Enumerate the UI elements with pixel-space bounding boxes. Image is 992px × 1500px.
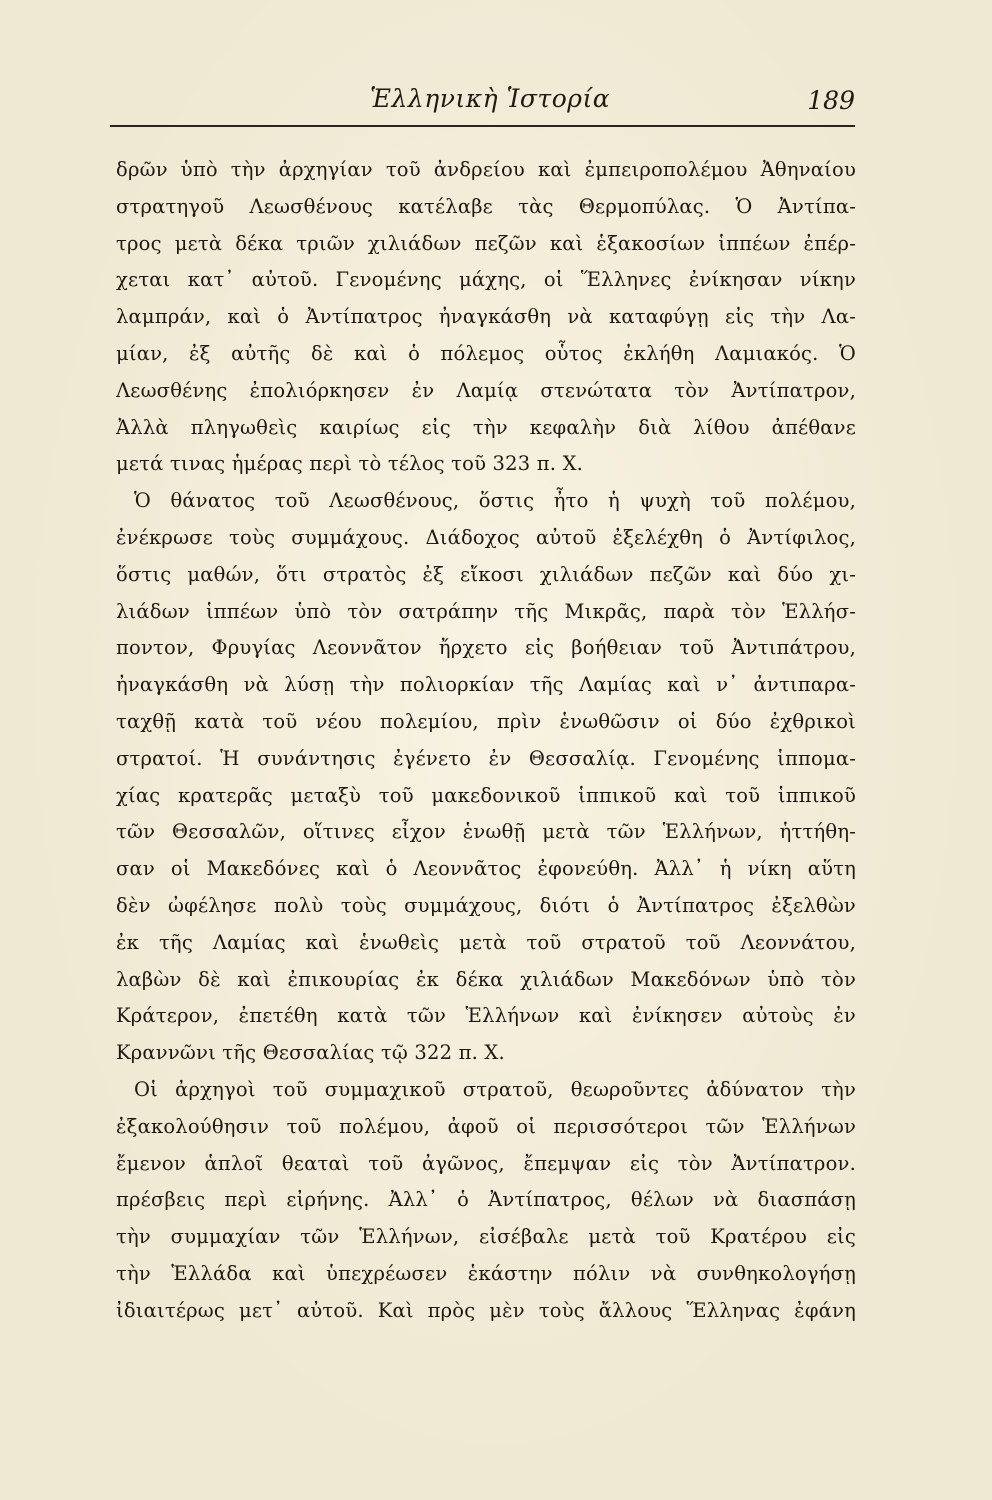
text-line: ἐξακολούθησιν τοῦ πολέμου, ἀφοῦ οἱ περισσότεροι τῶν Ἑλλήνων [116,1114,856,1138]
text-line: τὴν συμμαχίαν τῶν Ἑλλήνων, εἰσέβαλε μετὰ τοῦ Κρατέρου εἰς [116,1225,856,1249]
text-line: ὅστις μαθών, ὅτι στρατὸς ἐξ εἴκοσι χιλιάδων πεζῶν καὶ δύο χι- [116,562,856,586]
text-line: ἐκ τῆς Λαμίας καὶ ἑνωθεὶς μετὰ τοῦ στρατοῦ τοῦ Λεοννάτου, [116,930,856,954]
text-line: λαμπράν, καὶ ὁ Ἀντίπατρος ἠναγκάσθη νὰ καταφύγῃ εἰς τὴν Λα- [116,305,856,329]
text-line: ἠναγκάσθη νὰ λύσῃ τὴν πολιορκίαν τῆς Λαμίας καὶ ν᾽ ἀντιπαρα- [116,673,856,697]
page-number: 189 [807,86,855,115]
text-line: δρῶν ὑπὸ τὴν ἀρχηγίαν τοῦ ἀνδρείου καὶ ἐμπειροπολέμου Ἀθηναίου [116,158,856,181]
text-line: Κραννῶνι τῆς Θεσσαλίας τῷ 322 π. Χ. [116,1041,505,1065]
text-line: τὴν Ἑλλάδα καὶ ὑπεχρέωσεν ἑκάστην πόλιν νὰ συνθηκολογήσῃ [116,1261,856,1285]
text-line: Οἱ ἀρχηγοὶ τοῦ συμμαχικοῦ στρατοῦ, θεωροῦντες ἀδύνατον τὴν [134,1077,856,1101]
text-line: ταχθῇ κατὰ τοῦ νέου πολεμίου, πρὶν ἑνωθῶσιν οἱ δύο ἐχθρικοὶ [116,709,856,733]
text-line: χεται κατ᾽ αὐτοῦ. Γενομένης μάχης, οἱ Ἕλληνες ἐνίκησαν νίκην [116,268,856,292]
text-line: Ὁ θάνατος τοῦ Λεωσθένους, ὅστις ἦτο ἡ ψυχὴ τοῦ πολέμου, [134,489,856,513]
text-line: Κράτερον, ἐπετέθη κατὰ τῶν Ἑλλήνων καὶ ἐνίκησεν αὐτοὺς ἐν [116,1004,856,1028]
header-rule [110,125,855,127]
text-line: μετά τινας ἡμέρας περὶ τὸ τέλος τοῦ 323 π. Χ. [116,452,584,476]
text-line: σαν οἱ Μακεδόνες καὶ ὁ Λεοννᾶτος ἐφονεύθη. Ἀλλ᾽ ἡ νίκη αὕτη [116,857,856,881]
text-line: στρατοί. Ἡ συνάντησις ἐγένετο ἐν Θεσσαλίᾳ. Γενομένης ἱππομα- [116,746,856,770]
text-line: τῶν Θεσσαλῶν, οἵτινες εἶχον ἑνωθῇ μετὰ τῶν Ἑλλήνων, ἡττήθη- [116,820,856,844]
text-line: στρατηγοῦ Λεωσθένους κατέλαβε τὰς Θερμοπύλας. Ὁ Ἀντίπα- [116,194,856,218]
text-line: ἐνέκρωσε τοὺς συμμάχους. Διάδοχος αὐτοῦ ἐξελέχθη ὁ Ἀντίφιλος, [116,525,856,549]
text-line: πρέσβεις περὶ εἰρήνης. Ἀλλ᾽ ὁ Ἀντίπατρος, θέλων νὰ διασπάσῃ [116,1188,856,1212]
text-line: μίαν, ἐξ αὐτῆς δὲ καὶ ὁ πόλεμος οὗτος ἐκλήθη Λαμιακός. Ὁ [116,341,856,365]
body-text [116,152,856,1330]
text-line: δὲν ὠφέλησε πολὺ τοὺς συμμάχους, διότι ὁ Ἀντίπατρος ἐξελθὼν [116,893,856,917]
text-line: Ἀλλὰ πληγωθεὶς καιρίως εἰς τὴν κεφαλὴν διὰ λίθου ἀπέθανε [116,415,856,439]
text-line: χίας κρατερᾶς μεταξὺ τοῦ μακεδονικοῦ ἱππικοῦ καὶ τοῦ ἱππικοῦ [116,783,856,807]
text-line: τρος μετὰ δέκα τριῶν χιλιάδων πεζῶν καὶ ἑξακοσίων ἱππέων ἐπέρ- [116,231,856,255]
running-title: Ἑλληνικὴ Ἱστορία [370,84,611,113]
text-line: ἰδιαιτέρως μετ᾽ αὐτοῦ. Καὶ πρὸς μὲν τοὺς ἄλλους Ἕλληνας ἐφάνη [116,1298,856,1322]
text-line: λιάδων ἱππέων ὑπὸ τὸν σατράπην τῆς Μικρᾶς, παρὰ τὸν Ἑλλήσ- [116,599,856,623]
page-header [110,84,855,126]
text-line: ἔμενον ἁπλοῖ θεαταὶ τοῦ ἀγῶνος, ἔπεμψαν εἰς τὸν Ἀντίπατρον. [116,1151,856,1175]
text-line: Λεωσθένης ἐπολιόρκησεν ἐν Λαμίᾳ στενώτατα τὸν Ἀντίπατρον, [116,378,856,402]
text-line: ποντον, Φρυγίας Λεοννᾶτον ἤρχετο εἰς βοήθειαν τοῦ Ἀντιπάτρου, [116,636,856,660]
text-line: λαβὼν δὲ καὶ ἐπικουρίας ἐκ δέκα χιλιάδων Μακεδόνων ὑπὸ τὸν [116,967,856,991]
